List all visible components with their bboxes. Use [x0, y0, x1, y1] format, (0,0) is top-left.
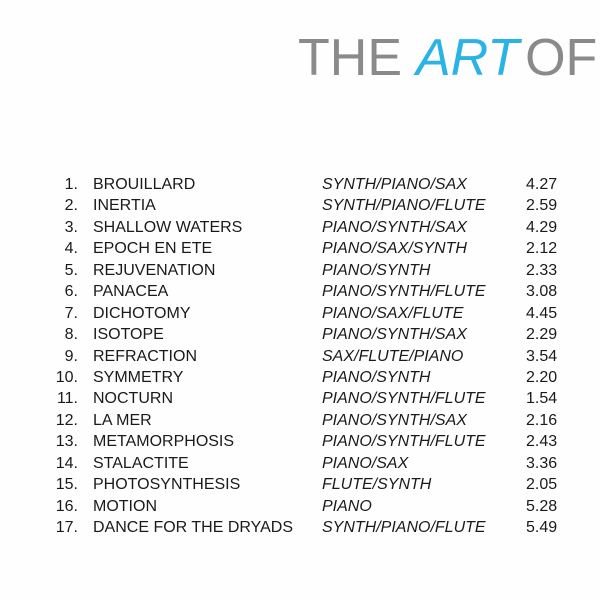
track-duration: 4.45 — [526, 304, 558, 322]
track-row — [0, 174, 600, 195]
track-title: NOCTURN — [93, 390, 173, 408]
track-row — [0, 281, 600, 302]
track-duration: 2.05 — [526, 476, 558, 494]
track-instruments: PIANO/SYNTH — [322, 368, 431, 386]
track-row — [0, 431, 600, 452]
track-number: 17. — [55, 519, 78, 536]
track-instruments: PIANO/SAX — [322, 454, 409, 472]
track-title: PANACEA — [93, 283, 169, 301]
track-number: 7. — [64, 304, 78, 322]
track-number: 14. — [55, 454, 78, 472]
track-row — [0, 195, 600, 216]
track-number: 5. — [64, 261, 78, 279]
track-number: 8. — [64, 326, 78, 344]
title-word-of: OF — [525, 29, 598, 87]
track-duration: 5.28 — [526, 497, 558, 515]
track-duration: 2.29 — [526, 326, 558, 344]
track-number: 3. — [64, 218, 78, 236]
track-number: 4. — [64, 240, 78, 258]
track-number: 10. — [55, 368, 78, 386]
track-title: STALACTITE — [93, 454, 189, 472]
track-instruments: PIANO/SAX/FLUTE — [322, 304, 464, 322]
track-number: 16. — [55, 497, 78, 515]
track-duration: 2.16 — [526, 411, 558, 429]
track-title: ISOTOPE — [93, 326, 164, 344]
title-word-the: THE — [298, 29, 402, 87]
track-instruments: PIANO/SYNTH/SAX — [322, 326, 467, 344]
track-title: PHOTOSYNTHESIS — [93, 476, 241, 494]
track-row — [0, 453, 600, 474]
track-row — [0, 517, 600, 538]
track-instruments: PIANO/SAX/SYNTH — [322, 240, 467, 258]
track-list — [0, 174, 600, 538]
track-title: DICHOTOMY — [93, 304, 191, 322]
track-duration: 2.20 — [526, 368, 558, 386]
track-row — [0, 388, 600, 409]
track-duration: 5.49 — [526, 519, 558, 536]
track-instruments: SYNTH/PIANO/FLUTE — [322, 519, 486, 536]
track-number: 13. — [55, 433, 78, 451]
track-title: BROUILLARD — [93, 176, 196, 193]
track-row — [0, 474, 600, 495]
track-instruments: PIANO — [322, 497, 372, 515]
track-instruments: PIANO/SYNTH/FLUTE — [322, 433, 486, 451]
track-row — [0, 346, 600, 367]
track-duration: 2.12 — [526, 240, 558, 258]
track-row — [0, 410, 600, 431]
track-instruments: PIANO/SYNTH/SAX — [322, 218, 467, 236]
track-duration: 3.08 — [526, 283, 558, 301]
track-instruments: PIANO/SYNTH — [322, 261, 431, 279]
track-number: 15. — [55, 476, 78, 494]
track-title: REJUVENATION — [93, 261, 216, 279]
track-title: REFRACTION — [93, 347, 197, 365]
track-title: LA MER — [93, 411, 152, 429]
track-instruments: PIANO/SYNTH/SAX — [322, 411, 467, 429]
track-duration: 1.54 — [526, 390, 558, 408]
track-number: 12. — [55, 411, 78, 429]
track-instruments: SYNTH/PIANO/FLUTE — [322, 197, 486, 215]
track-number: 1. — [64, 176, 78, 193]
track-title: METAMORPHOSIS — [93, 433, 235, 451]
track-duration: 3.36 — [526, 454, 558, 472]
track-title: INERTIA — [93, 197, 156, 215]
track-duration: 2.33 — [526, 261, 558, 279]
track-row — [0, 324, 600, 345]
track-title: SYMMETRY — [93, 368, 184, 386]
track-title: EPOCH EN ETE — [93, 240, 213, 258]
track-row — [0, 238, 600, 259]
album-title-header — [298, 28, 597, 88]
track-row — [0, 496, 600, 517]
title-word-art: ART — [416, 29, 520, 87]
track-duration: 3.54 — [526, 347, 558, 365]
track-instruments: SYNTH/PIANO/SAX — [322, 176, 467, 193]
track-row — [0, 217, 600, 238]
track-duration: 4.29 — [526, 218, 558, 236]
track-number: 2. — [64, 197, 78, 215]
track-row — [0, 367, 600, 388]
track-duration: 2.43 — [526, 433, 558, 451]
track-title: MOTION — [93, 497, 157, 515]
track-number: 6. — [64, 283, 78, 301]
track-instruments: PIANO/SYNTH/FLUTE — [322, 390, 486, 408]
track-number: 9. — [64, 347, 78, 365]
track-title: SHALLOW WATERS — [93, 218, 243, 236]
track-instruments: SAX/FLUTE/PIANO — [322, 347, 464, 365]
track-row — [0, 303, 600, 324]
track-instruments: FLUTE/SYNTH — [322, 476, 432, 494]
track-row — [0, 260, 600, 281]
track-title: DANCE FOR THE DRYADS — [93, 519, 294, 536]
track-number: 11. — [56, 390, 78, 408]
track-instruments: PIANO/SYNTH/FLUTE — [322, 283, 486, 301]
track-duration: 2.59 — [526, 197, 558, 215]
track-duration: 4.27 — [526, 176, 558, 193]
